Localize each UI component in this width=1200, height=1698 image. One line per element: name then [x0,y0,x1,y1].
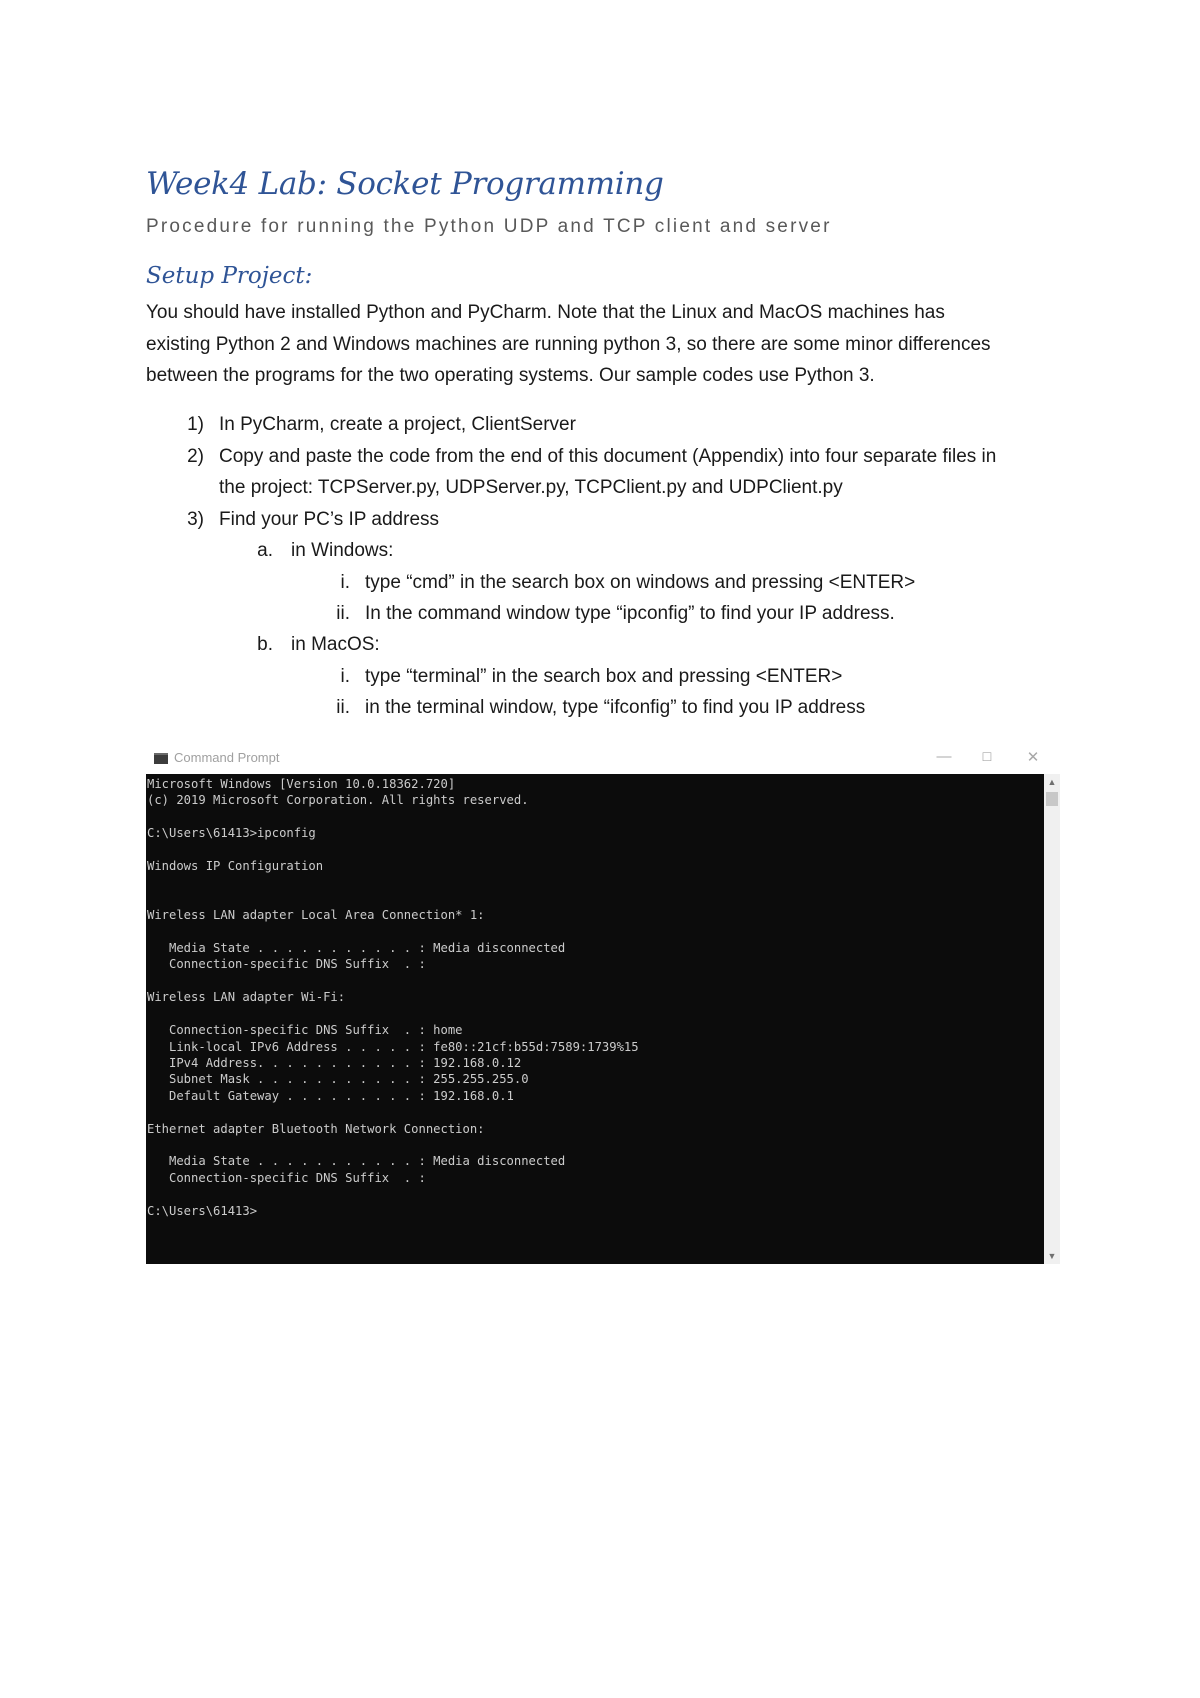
window-titlebar [146,744,1060,774]
scroll-up-icon[interactable]: ▲ [1047,777,1057,787]
list-item-text: in MacOS: [291,634,380,655]
document-title: Week4 Lab: Socket Programming [146,166,664,202]
maximize-button[interactable]: ☐ [981,750,993,764]
console-line: Wireless LAN adapter Local Area Connection* 1: [147,908,485,923]
console-line: Default Gateway . . . . . . . . . : 192.168.0.1 [169,1088,514,1103]
list-item-text: type “terminal” in the search box and pressing <ENTER> [365,666,843,687]
minimize-button[interactable]: — [936,748,952,765]
console-output[interactable] [146,774,1044,1264]
console-line: Link-local IPv6 Address . . . . . : fe80::21cf:b55d:7589:1739%15 [169,1039,639,1054]
intro-line: between the programs for the two operating systems. Our sample codes use Python 3. [146,365,875,386]
console-icon [154,753,168,764]
intro-line: You should have installed Python and PyCharm. Note that the Linux and MacOS machines has [146,302,945,323]
scroll-down-icon[interactable]: ▼ [1047,1251,1057,1261]
list-marker: i. [340,666,350,687]
list-item-text: Find your PC’s IP address [219,509,440,530]
document-subtitle: Procedure for running the Python UDP and TCP client and server [146,216,832,237]
list-marker: a. [257,540,273,561]
intro-paragraph [146,297,1066,392]
console-line: Subnet Mask . . . . . . . . . . . : 255.255.255.0 [169,1072,529,1087]
console-text [146,774,1044,1219]
console-line: Connection-specific DNS Suffix . : [169,1170,426,1185]
console-line: Connection-specific DNS Suffix . : home [169,1023,463,1038]
console-line: C:\Users\61413> [147,1203,258,1218]
console-line: C:\Users\61413>ipconfig [147,826,316,841]
console-line: Ethernet adapter Bluetooth Network Connection: [147,1121,485,1136]
command-prompt-screenshot [146,744,1060,1264]
list-item-text: type “cmd” in the search box on windows and pressing <ENTER> [365,572,916,593]
list-marker: ii. [336,697,350,718]
list-marker: i. [340,572,350,593]
console-line: Media State . . . . . . . . . . . : Media disconnected [169,1154,566,1169]
intro-line: existing Python 2 and Windows machines are running python 3, so there are some minor differences [146,333,991,355]
list-item-text: the project: TCPServer.py, UDPServer.py, TCPClient.py and UDPClient.py [219,477,843,498]
list-marker: 3) [187,509,204,530]
console-line: IPv4 Address. . . . . . . . . . . : 192.168.0.12 [169,1055,522,1070]
console-line: Windows IP Configuration [147,859,324,874]
list-marker: b. [257,634,273,655]
list-item-text: In PyCharm, create a project, ClientServer [219,414,576,435]
list-marker: 2) [187,446,204,467]
close-button[interactable]: ✕ [1026,749,1040,766]
list-marker: 1) [187,414,204,435]
list-marker: ii. [336,603,350,624]
console-line: Media State . . . . . . . . . . . : Media disconnected [169,941,566,956]
console-line: Connection-specific DNS Suffix . : [169,957,426,972]
scrollbar[interactable] [1044,774,1060,1264]
console-line: (c) 2019 Microsoft Corporation. All rights reserved. [147,793,529,808]
section-heading: Setup Project: [146,263,313,289]
list-item-text: in Windows: [291,540,394,561]
list-item-text: in the terminal window, type “ifconfig” to find you IP address [365,697,866,718]
list-item-text: In the command window type “ipconfig” to find your IP address. [365,603,895,624]
console-line: Microsoft Windows [Version 10.0.18362.720] [147,777,456,791]
console-line: Wireless LAN adapter Wi-Fi: [147,990,346,1005]
list-item-text: Copy and paste the code from the end of this document (Appendix) into four separate files in [219,446,997,467]
window-title: Command Prompt [174,750,280,765]
scrollbar-thumb[interactable] [1046,792,1058,806]
